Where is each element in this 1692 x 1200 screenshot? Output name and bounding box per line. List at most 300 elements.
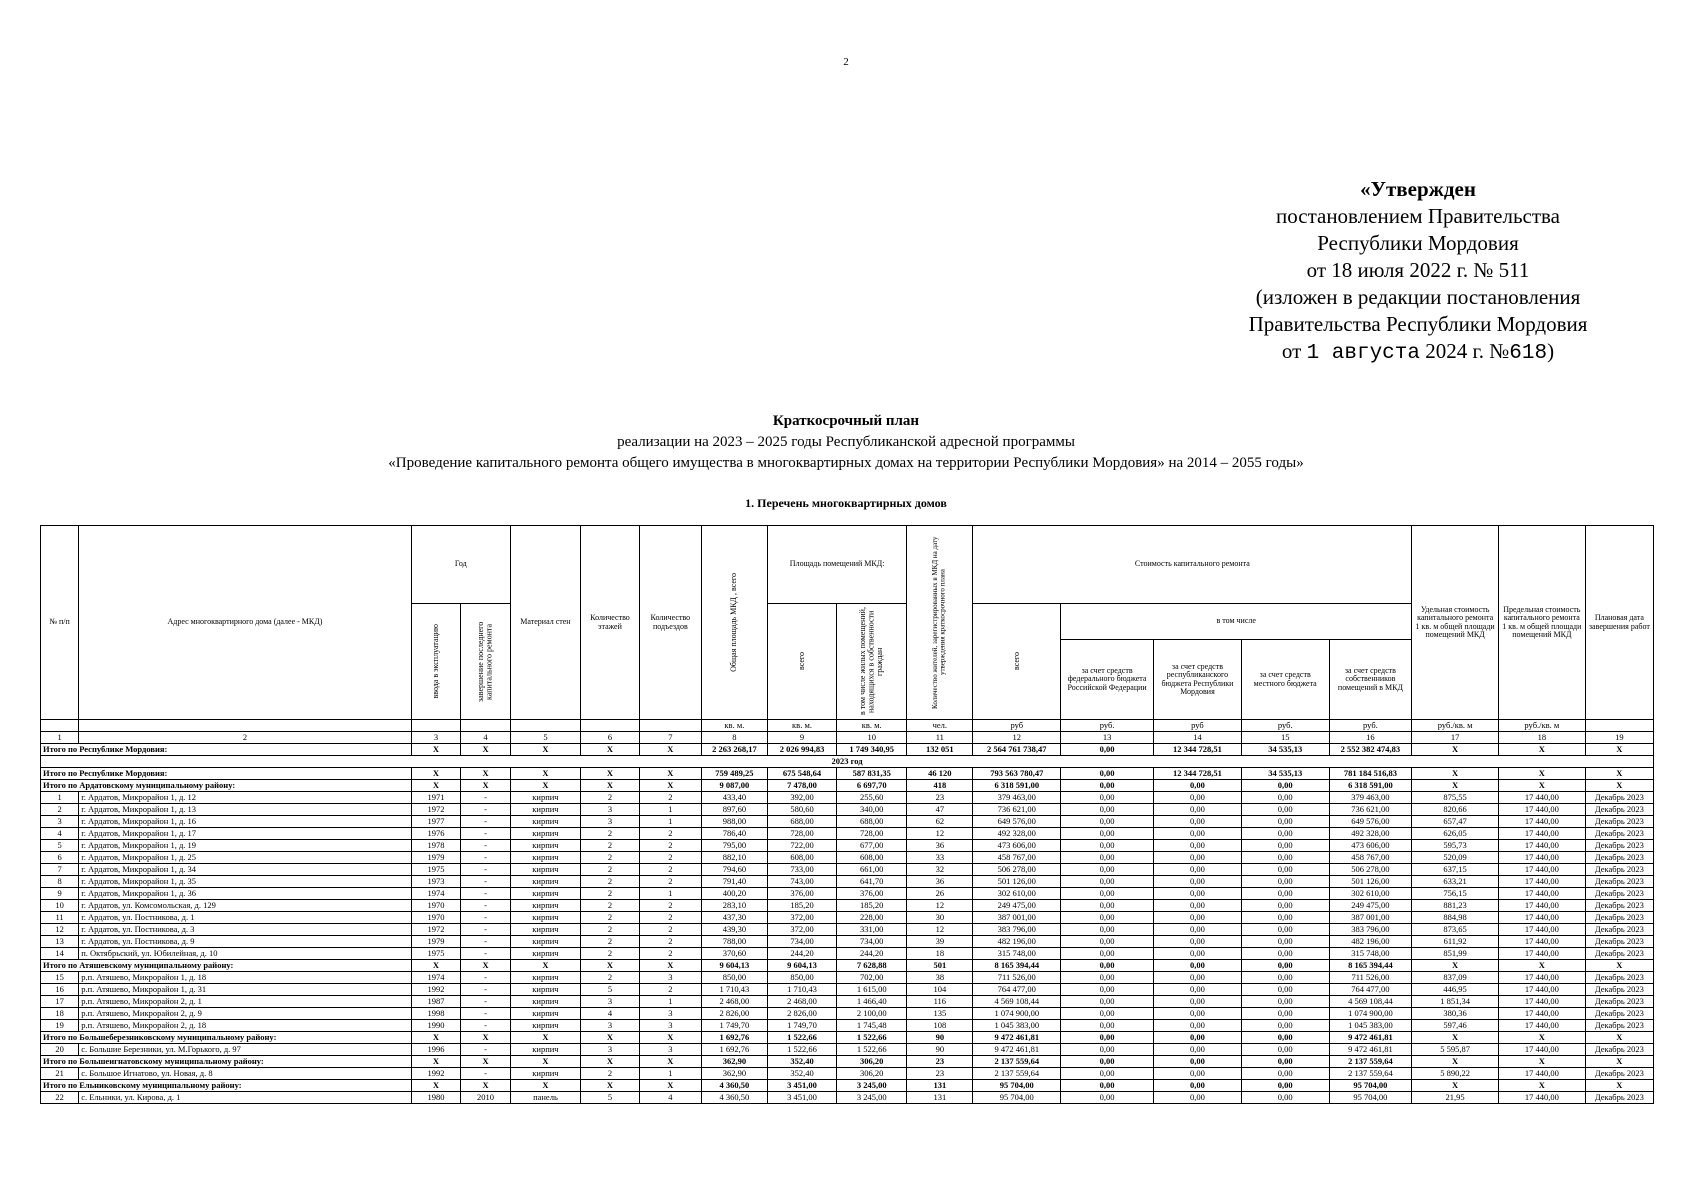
table-cell: 5 [41,840,79,852]
table-cell: 1 749,70 [767,1020,836,1032]
approval-close: ) [1547,339,1555,363]
table-cell: 0,00 [1154,984,1242,996]
table-row [41,1044,1654,1056]
table-cell: 2 [639,792,701,804]
document-titles [0,413,1692,472]
table-row [41,912,1654,924]
table-cell: 8 [41,876,79,888]
table-cell: кирпич [510,864,580,876]
subtotal-cell: 793 563 780,47 [973,768,1061,780]
subtotal-cell: 4 360,50 [701,1080,767,1092]
table-cell: 0,00 [1241,900,1329,912]
table-cell: 0,00 [1061,816,1154,828]
document-title: Краткосрочный план [772,413,920,429]
subtotal-cell: 759 489,25 [701,768,767,780]
table-cell: 0,00 [1061,912,1154,924]
table-cell: 1 [639,1068,701,1080]
table-cell: 1970 [411,900,461,912]
table-cell: 0,00 [1154,876,1242,888]
table-cell: 0,00 [1241,1044,1329,1056]
table-cell: 17 440,00 [1498,804,1585,816]
subtotal-cell: X [510,768,580,780]
table-cell: 11 [41,912,79,924]
table-cell: 1987 [411,996,461,1008]
table-cell: 482 196,00 [1329,936,1412,948]
table-cell: 10 [41,900,79,912]
subtotal-cell: X [639,1080,701,1092]
column-number-cell: 2 [79,732,412,744]
table-cell: 0,00 [1154,840,1242,852]
table-cell: 7 [41,864,79,876]
subtotal-cell: 90 [907,1032,973,1044]
address-cell: г. Ардатов, ул. Постникова, д. 9 [79,936,412,948]
table-cell: 736 621,00 [1329,804,1412,816]
table-cell: 21,95 [1412,1092,1499,1104]
table-cell: 20 [41,1044,79,1056]
table-cell: 0,00 [1154,792,1242,804]
subtotal-cell: 9 472 461,81 [973,1032,1061,1044]
approval-line-2: постановлением Правительства [1275,204,1560,228]
table-cell: 733,00 [767,864,836,876]
table-cell: - [461,984,511,996]
subtotal-cell: X [1585,768,1653,780]
table-cell: 637,15 [1412,864,1499,876]
table-cell: 0,00 [1241,948,1329,960]
units-row [41,720,1654,732]
table-cell: 820,66 [1412,804,1499,816]
table-cell: 5 595,87 [1412,1044,1499,1056]
table-cell: кирпич [510,972,580,984]
table-cell: 17 440,00 [1498,840,1585,852]
subtotal-cell: X [1585,1032,1653,1044]
subtotal-row [41,1032,1654,1044]
subtotal-row [41,780,1654,792]
unit-cell: руб. [1329,720,1412,732]
subtotal-cell: 6 318 591,00 [973,780,1061,792]
table-cell: 0,00 [1241,888,1329,900]
table-cell: 0,00 [1154,852,1242,864]
table-cell: - [461,852,511,864]
column-number-cell: 3 [411,732,461,744]
subtotal-row [41,1080,1654,1092]
table-cell: 392,00 [767,792,836,804]
table-cell: Декабрь 2023 [1585,840,1653,852]
table-cell: 711 526,00 [1329,972,1412,984]
subtotal-cell: X [1412,768,1499,780]
table-cell: 0,00 [1061,888,1154,900]
address-cell: г. Ардатов, Микрорайон 1, д. 35 [79,876,412,888]
table-cell: 0,00 [1061,1068,1154,1080]
table-cell: 2 [581,888,640,900]
table-cell: 1 [41,792,79,804]
header-year-commission: ввода в эксплуатацию [411,604,461,720]
table-cell: 0,00 [1241,1008,1329,1020]
table-cell: 837,09 [1412,972,1499,984]
table-cell: 711 526,00 [973,972,1061,984]
unit-cell: кв. м. [701,720,767,732]
address-cell: г. Ардатов, ул. Постникова, д. 3 [79,924,412,936]
table-cell: 2 [581,840,640,852]
column-number-cell: 15 [1241,732,1329,744]
table-cell: 649 576,00 [973,816,1061,828]
table-cell: 17 440,00 [1498,828,1585,840]
table-cell: 379 463,00 [1329,792,1412,804]
table-cell: 0,00 [1241,1068,1329,1080]
table-cell: кирпич [510,816,580,828]
table-cell: 0,00 [1061,972,1154,984]
table-cell: 0,00 [1154,888,1242,900]
table-cell: 897,60 [701,804,767,816]
table-cell: 791,40 [701,876,767,888]
table-row [41,828,1654,840]
table-cell: 387 001,00 [973,912,1061,924]
table-cell: кирпич [510,792,580,804]
table-cell: 0,00 [1241,924,1329,936]
table-cell: 1975 [411,864,461,876]
subtotal-row [41,960,1654,972]
table-row [41,816,1654,828]
column-number-cell: 10 [837,732,907,744]
table-cell: 372,00 [767,924,836,936]
subtotal-cell: X [411,1056,461,1068]
unit-cell: руб. [1061,720,1154,732]
table-cell: 17 440,00 [1498,972,1585,984]
subtotal-cell: 7 478,00 [767,780,836,792]
subtotal-cell: X [1412,780,1499,792]
table-cell: 492 328,00 [1329,828,1412,840]
subtotal-cell: 1 749 340,95 [837,744,907,756]
subtotal-cell: X [581,1056,640,1068]
table-cell: 9 472 461,81 [973,1044,1061,1056]
approval-date-prefix: от [1281,339,1302,363]
header-cost: Стоимость капитального ремонта [973,526,1412,604]
subtotal-cell: 0,00 [1061,1056,1154,1068]
table-cell: 882,10 [701,852,767,864]
table-cell: 1978 [411,840,461,852]
table-cell: 764 477,00 [973,984,1061,996]
table-cell: 2 [581,924,640,936]
subtotal-cell: 0,00 [1061,960,1154,972]
subtotal-cell: 132 051 [907,744,973,756]
table-cell: 23 [907,1068,973,1080]
table-cell: 1 [639,816,701,828]
table-cell: 1 522,66 [837,1044,907,1056]
table-cell: 0,00 [1154,924,1242,936]
subtotal-cell: X [581,1080,640,1092]
table-cell: - [461,864,511,876]
table-cell: 608,00 [837,852,907,864]
column-number-cell: 9 [767,732,836,744]
subtotal-cell: 8 165 394,44 [1329,960,1412,972]
table-cell: 5 890,22 [1412,1068,1499,1080]
table-cell: Декабрь 2023 [1585,948,1653,960]
table-row [41,792,1654,804]
subtotal-cell: X [411,1032,461,1044]
approval-line-7 [1188,338,1648,367]
header-premises-total: всего [767,604,836,720]
table-cell: 6 [41,852,79,864]
table-cell: кирпич [510,996,580,1008]
subtotal-cell: 34 535,13 [1241,744,1329,756]
subtotal-cell: X [581,768,640,780]
address-cell: г. Ардатов, ул. Комсомольская, д. 129 [79,900,412,912]
table-cell: 506 278,00 [973,864,1061,876]
subtotal-cell: X [639,1056,701,1068]
column-number-cell: 13 [1061,732,1154,744]
table-cell: 595,73 [1412,840,1499,852]
table-cell: 641,70 [837,876,907,888]
table-cell: 15 [41,972,79,984]
table-cell: 0,00 [1154,912,1242,924]
table-cell: 611,92 [1412,936,1499,948]
approval-handwritten-date: 1 августа [1306,342,1420,365]
subtotal-cell: 6 697,70 [837,780,907,792]
table-cell: 302 610,00 [973,888,1061,900]
table-cell: 0,00 [1241,984,1329,996]
table-cell: 2 [639,864,701,876]
subtotal-cell: X [1585,744,1653,756]
subtotal-row [41,1056,1654,1068]
column-number-cell: 18 [1498,732,1585,744]
table-cell: 255,60 [837,792,907,804]
subtotal-cell: X [461,744,511,756]
table-cell: 881,23 [1412,900,1499,912]
column-number-cell: 5 [510,732,580,744]
address-cell: р.п. Атяшево, Микрорайон 1, д. 31 [79,984,412,996]
table-cell: 446,95 [1412,984,1499,996]
subtotal-cell: 0,00 [1061,768,1154,780]
table-cell: 21 [41,1068,79,1080]
subtotal-cell: X [1498,744,1585,756]
table-cell: 1 522,66 [767,1044,836,1056]
subtotal-cell: X [510,780,580,792]
subtotal-cell: X [1498,960,1585,972]
header-unit-cost: Удельная стоимость капитального ремонта 1 кв. м общей площади помещений МКД [1412,526,1499,720]
table-cell: 116 [907,996,973,1008]
table-cell: - [461,996,511,1008]
subtotal-cell: X [411,744,461,756]
subtotal-cell: 2 026 994,83 [767,744,836,756]
address-cell: п. Октябрьский, ул. Юбилейная, д. 10 [79,948,412,960]
table-cell: 135 [907,1008,973,1020]
header-total-area: Общая площадь МКД , всего [701,526,767,720]
table-cell: 1998 [411,1008,461,1020]
table-cell: 0,00 [1061,1020,1154,1032]
subtotal-cell: X [1585,780,1653,792]
table-cell: 19 [41,1020,79,1032]
table-cell: 3 [581,996,640,1008]
table-cell: Декабрь 2023 [1585,792,1653,804]
document-subtitle-1: реализации на 2023 – 2025 годы Республиканской адресной программы [617,434,1075,450]
table-cell: кирпич [510,1044,580,1056]
address-cell: г. Ардатов, ул. Постникова, д. 1 [79,912,412,924]
approval-line-4: от 18 июля 2022 г. № 511 [1306,258,1530,282]
table-cell: 5 [581,984,640,996]
table-cell: Декабрь 2023 [1585,924,1653,936]
table-cell: - [461,840,511,852]
table-cell: 62 [907,816,973,828]
table-cell: 0,00 [1154,936,1242,948]
column-number-cell: 11 [907,732,973,744]
table-cell: 2 [581,828,640,840]
subtotal-cell: 95 704,00 [1329,1080,1412,1092]
subtotal-cell: 23 [907,1056,973,1068]
table-cell: 0,00 [1241,840,1329,852]
table-cell: кирпич [510,828,580,840]
table-cell: 734,00 [837,936,907,948]
address-cell: г. Ардатов, Микрорайон 1, д. 13 [79,804,412,816]
table-cell: 12 [907,828,973,840]
table-cell: кирпич [510,804,580,816]
table-cell: 2 826,00 [701,1008,767,1020]
table-cell: 850,00 [767,972,836,984]
table-cell: 315 748,00 [1329,948,1412,960]
unit-cell: руб [1154,720,1242,732]
subtotal-cell: X [510,744,580,756]
address-cell: г. Ардатов, Микрорайон 1, д. 19 [79,840,412,852]
table-cell: 0,00 [1061,804,1154,816]
table-cell: 13 [41,936,79,948]
table-cell: 0,00 [1154,1068,1242,1080]
table-cell: 26 [907,888,973,900]
table-cell: 47 [907,804,973,816]
subtotal-cell: X [510,960,580,972]
table-cell: 688,00 [767,816,836,828]
table-cell: 2 100,00 [837,1008,907,1020]
table-cell: 0,00 [1061,864,1154,876]
column-number-cell: 6 [581,732,640,744]
table-cell: 17 440,00 [1498,864,1585,876]
year-row [41,756,1654,768]
table-cell: 0,00 [1241,816,1329,828]
table-cell: 1 074 900,00 [973,1008,1061,1020]
table-cell: 2 468,00 [701,996,767,1008]
section-title: 1. Перечень многоквартирных домов [745,496,947,510]
subtotal-cell: 3 451,00 [767,1080,836,1092]
subtotal-cell: X [581,744,640,756]
subtotal-cell: X [461,1032,511,1044]
table-cell: 1990 [411,1020,461,1032]
table-cell: 458 767,00 [973,852,1061,864]
table-cell: Декабрь 2023 [1585,864,1653,876]
table-cell: 458 767,00 [1329,852,1412,864]
table-cell: 400,20 [701,888,767,900]
table-cell: 743,00 [767,876,836,888]
table-cell: 2 [41,804,79,816]
subtotal-cell: X [1412,960,1499,972]
table-cell: 2 [581,948,640,960]
table-cell: 1970 [411,912,461,924]
header-address: Адрес многоквартирного дома (далее - МКД) [79,526,412,720]
table-cell: 17 440,00 [1498,948,1585,960]
column-number-cell: 7 [639,732,701,744]
table-cell: 1 745,48 [837,1020,907,1032]
table-cell: 0,00 [1241,912,1329,924]
table-cell: 3 [581,804,640,816]
table-row [41,876,1654,888]
address-cell: р.п. Атяшево, Микрорайон 2, д. 9 [79,1008,412,1020]
table-cell: 482 196,00 [973,936,1061,948]
table-cell: 0,00 [1061,840,1154,852]
table-cell: кирпич [510,1068,580,1080]
table-cell: 315 748,00 [973,948,1061,960]
subtotal-cell: 0,00 [1241,1080,1329,1092]
address-cell: г. Ардатов, Микрорайон 1, д. 17 [79,828,412,840]
column-number-cell: 17 [1412,732,1499,744]
column-number-cell: 14 [1154,732,1242,744]
header-year-last-repair: завершение последнего капитального ремонта [461,604,511,720]
subtotal-cell: 131 [907,1080,973,1092]
subtotal-cell: X [639,1032,701,1044]
subtotal-cell: 675 548,64 [767,768,836,780]
table-cell: 352,40 [767,1068,836,1080]
table-cell: 702,00 [837,972,907,984]
table-cell: Декабрь 2023 [1585,876,1653,888]
table-cell: 736 621,00 [973,804,1061,816]
table-cell: 17 440,00 [1498,792,1585,804]
table-cell: Декабрь 2023 [1585,984,1653,996]
table-cell: 30 [907,912,973,924]
table-cell: 657,47 [1412,816,1499,828]
table-cell: кирпич [510,984,580,996]
table-cell: 1 851,34 [1412,996,1499,1008]
table-cell: 437,30 [701,912,767,924]
table-cell: 0,00 [1154,1044,1242,1056]
table-cell: 433,40 [701,792,767,804]
table-cell: 36 [907,840,973,852]
subtotal-cell: 0,00 [1241,1032,1329,1044]
table-cell: 756,15 [1412,888,1499,900]
table-cell: панель [510,1092,580,1104]
table-cell: 2 [639,852,701,864]
subtotal-row [41,768,1654,780]
subtotal-cell: 34 535,13 [1241,768,1329,780]
header-cost-total: всего [973,604,1061,720]
subtotal-cell: X [510,1080,580,1092]
table-cell: 283,10 [701,900,767,912]
table-cell: 17 440,00 [1498,1044,1585,1056]
table-cell: Декабрь 2023 [1585,936,1653,948]
table-cell: 1992 [411,984,461,996]
table-cell: 340,00 [837,804,907,816]
table-cell: 1 710,43 [701,984,767,996]
column-number-cell: 1 [41,732,79,744]
subtotal-cell: 7 628,88 [837,960,907,972]
table-cell: 3 [639,972,701,984]
table-cell: кирпич [510,948,580,960]
table-cell: кирпич [510,912,580,924]
table-cell: 2 [581,1068,640,1080]
subtotal-cell: 2 137 559,64 [1329,1056,1412,1068]
column-number-cell: 4 [461,732,511,744]
column-numbers-row [41,732,1654,744]
table-cell: 1976 [411,828,461,840]
header-floors: Количество этажей [581,526,640,720]
table-cell: 331,00 [837,924,907,936]
subtotal-cell: 95 704,00 [973,1080,1061,1092]
subtotal-label: Итого по Ардатовскому муниципальному району: [41,780,412,792]
table-cell: 0,00 [1061,996,1154,1008]
table-cell: 0,00 [1154,1020,1242,1032]
houses-table [40,525,1654,1104]
subtotal-cell: 0,00 [1154,1080,1242,1092]
subtotal-cell: X [461,1056,511,1068]
table-cell: 0,00 [1241,864,1329,876]
table-cell: 764 477,00 [1329,984,1412,996]
header-premises-residential: в том числе жилых помещений, находящихся в собственности граждан [837,604,907,720]
table-cell: 2 [581,936,640,948]
table-cell: 18 [41,1008,79,1020]
